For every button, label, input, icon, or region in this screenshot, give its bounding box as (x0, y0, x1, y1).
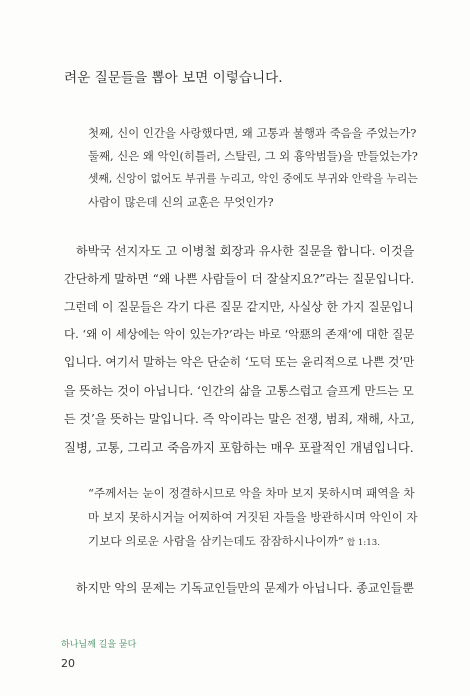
paragraph-line (76, 579, 414, 596)
running-footer-title: 하나님께 길을 묻다 (61, 640, 137, 650)
quote-text: 기보다 의로운 사람을 삼키는데도 잠잠하시나이까” (88, 534, 344, 548)
paragraph-line (76, 242, 414, 259)
quote-citation: 합 1:13. (346, 538, 380, 548)
paragraph-text: 든 것’을 뜻하는 말입니다. 즉 악이라는 말은 전쟁, 범죄, 재해, 사고, (64, 412, 415, 426)
quote-line (88, 533, 380, 549)
paragraph-text: 다. ‘왜 이 세상에는 악이 있는가?’라는 바로 ‘악惡의 존재’에 대한 질문 (64, 327, 415, 341)
question-line: 둘째, 신은 왜 악인(히틀러, 스탈린, 그 외 흉악범들)을 만들었는가? (88, 149, 418, 163)
paragraph-text: 하지만 악의 문제는 기독교인들만의 문제가 아닙니다. 종교인들뿐 (76, 581, 414, 595)
paragraph-line (64, 382, 414, 399)
paragraph-line (64, 298, 414, 315)
paragraph-text: 질병, 고통, 그리고 죽음까지 포함하는 매우 포괄적인 개념입니다. (64, 441, 414, 455)
paragraph-text: 하박국 선지자도 고 이병철 회장과 유사한 질문을 합니다. 이것을 (76, 244, 415, 258)
paragraph-line (64, 270, 414, 287)
intro-line (64, 66, 414, 86)
paragraph-text: 간단하게 말하면 “왜 나쁜 사람들이 더 잘살지요?”라는 질문입니다. (64, 272, 415, 286)
paragraph-line (64, 410, 414, 427)
quote-line: “주께서는 눈이 정결하시므로 악을 차마 보지 못하시며 패역을 차 (88, 486, 415, 500)
paragraph-text: 을 뜻하는 것이 아닙니다. ‘인간의 삶을 고통스럽고 슬프게 만드는 모 (64, 384, 414, 398)
question-line: 사람이 많은데 신의 교훈은 무엇인가? (88, 195, 274, 209)
paragraph-text: 그런데 이 질문들은 각기 다른 질문 같지만, 사실상 한 가지 질문입니 (64, 300, 414, 314)
paragraph-line (64, 326, 414, 342)
quote-line: 마 보지 못하시거늘 어찌하여 거짓된 자들을 방관하시며 악인이 자 (88, 510, 418, 524)
question-line: 첫째, 신이 인간을 사랑했다면, 왜 고통과 불행과 죽음을 주었는가? (88, 126, 417, 140)
paragraph-line (64, 354, 414, 370)
paragraph-text: 입니다. 여기서 말하는 악은 단순히 ‘도덕 또는 윤리적으로 나쁜 것’만 (64, 355, 415, 369)
intro-text: 려운 질문들을 뽑아 보면 이렇습니다. (64, 70, 283, 86)
page-number: 20 (61, 657, 75, 670)
paragraph-line (64, 438, 414, 456)
question-line: 셋째, 신앙이 없어도 부귀를 누리고, 악인 중에도 부귀와 안락을 누리는 (88, 172, 418, 185)
